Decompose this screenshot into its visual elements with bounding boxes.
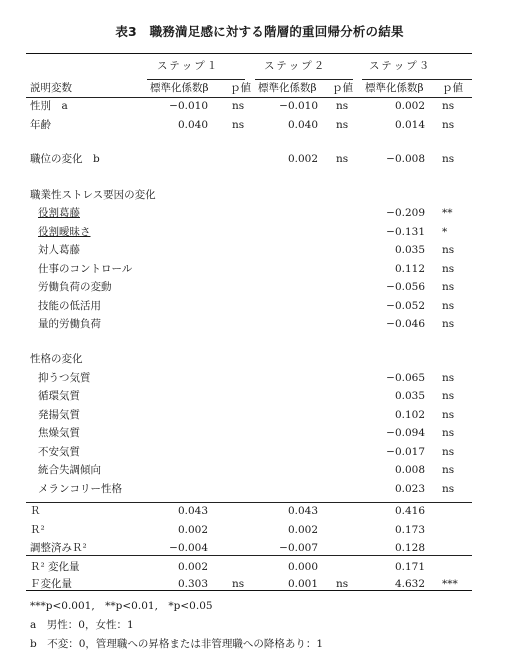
row-label: 職業性ストレス要因の変化	[30, 189, 156, 201]
beta-step-3: 0.102	[394, 409, 425, 421]
p-step-3: ns	[442, 153, 455, 165]
note-significance: ***p<0.001, **p<0.01, *p<0.05	[30, 600, 213, 612]
beta-step-3: −0.094	[386, 427, 425, 439]
beta-step-1: 0.002	[177, 561, 208, 573]
row-label: 量的労働負荷	[38, 318, 101, 330]
note-a: a 男性：0，女性：1	[30, 619, 134, 631]
row-label: 年齢	[30, 119, 51, 131]
row-label: 労働負荷の変動	[38, 281, 112, 293]
p-step-2: ns	[336, 100, 349, 112]
table-caption: 表3 職務満足感に対する階層的重回帰分析の結果	[115, 24, 404, 39]
row-label: 仕事のコントロール	[38, 263, 133, 275]
row-label: 性格の変化	[30, 353, 83, 365]
beta-step-3: 4.632	[394, 578, 425, 590]
beta-step-3: −0.008	[386, 153, 425, 165]
row-label: 統合失調傾向	[38, 464, 101, 476]
beta-step-3: 0.416	[394, 505, 425, 517]
beta-header-3: 標準化係数β	[365, 82, 424, 94]
beta-step-2: −0.010	[279, 100, 318, 112]
p-step-3: ns	[442, 263, 455, 275]
p-step-3: ns	[442, 318, 455, 330]
row-label: Ｆ変化量	[30, 578, 72, 590]
p-step-3: ns	[442, 464, 455, 476]
step-2-header: ステップ２	[264, 60, 327, 72]
p-step-2: ns	[336, 578, 349, 590]
beta-step-3: 0.035	[394, 390, 425, 402]
beta-step-1: 0.002	[177, 524, 208, 536]
p-step-2: ns	[336, 153, 349, 165]
p-step-3: ns	[442, 100, 455, 112]
p-header-3: ｐ値	[442, 82, 463, 94]
beta-step-3: 0.035	[394, 244, 425, 256]
beta-step-3: 0.023	[394, 483, 425, 495]
p-step-2: ns	[336, 119, 349, 131]
bottom-rule	[26, 590, 472, 591]
beta-step-2: 0.001	[287, 578, 318, 590]
beta-step-3: 0.173	[394, 524, 425, 536]
p-step-3: ns	[442, 244, 455, 256]
header-rule	[26, 97, 472, 98]
beta-header-1: 標準化係数β	[150, 82, 209, 94]
change-stats-rule	[26, 555, 472, 556]
p-step-3: ns	[442, 119, 455, 131]
step-3-rule	[362, 79, 472, 80]
beta-step-3: 0.014	[394, 119, 425, 131]
p-step-3: ns	[442, 409, 455, 421]
p-step-3: ns	[442, 281, 455, 293]
top-rule	[26, 53, 472, 54]
p-step-3: *	[442, 226, 448, 238]
beta-step-1: −0.010	[169, 100, 208, 112]
p-step-3: ***	[442, 578, 458, 590]
p-step-3: ns	[442, 427, 455, 439]
p-step-3: ns	[442, 483, 455, 495]
step-1-rule	[147, 79, 245, 80]
p-step-3: ns	[442, 390, 455, 402]
p-step-1: ns	[232, 578, 245, 590]
row-label: メランコリー性格	[38, 483, 122, 495]
row-label: 役割曖昧さ	[38, 226, 91, 238]
row-label: 抑うつ気質	[38, 372, 91, 384]
variables-header: 説明変数	[30, 82, 72, 94]
beta-step-3: 0.002	[394, 100, 425, 112]
row-label: 職位の変化 b	[30, 153, 100, 165]
beta-step-3: −0.131	[386, 226, 425, 238]
note-b: b 不変：0，管理職への昇格または非管理職への降格あり：1	[30, 638, 324, 650]
beta-step-3: 0.008	[394, 464, 425, 476]
beta-step-3: −0.209	[386, 207, 425, 219]
p-step-1: ns	[232, 100, 245, 112]
p-step-3: ns	[442, 372, 455, 384]
beta-step-3: 0.128	[394, 542, 425, 554]
row-label: 発揚気質	[38, 409, 80, 421]
row-label: Ｒ² 変化量	[30, 561, 80, 573]
beta-step-1: 0.303	[177, 578, 208, 590]
beta-step-1: 0.040	[177, 119, 208, 131]
beta-step-3: −0.017	[386, 446, 425, 458]
step-2-rule	[255, 79, 353, 80]
beta-step-3: 0.112	[394, 263, 425, 275]
p-step-1: ns	[232, 119, 245, 131]
p-header-1: ｐ値	[230, 82, 251, 94]
beta-header-2: 標準化係数β	[258, 82, 317, 94]
beta-step-1: 0.043	[177, 505, 208, 517]
fit-stats-rule	[26, 502, 472, 503]
row-label: 技能の低活用	[38, 300, 101, 312]
step-3-header: ステップ３	[369, 60, 432, 72]
row-label: 不安気質	[38, 446, 80, 458]
beta-step-2: 0.040	[287, 119, 318, 131]
beta-step-2: 0.002	[287, 153, 318, 165]
beta-step-3: −0.056	[386, 281, 425, 293]
beta-step-3: 0.171	[394, 561, 425, 573]
row-label: Ｒ	[30, 505, 41, 517]
row-label: 役割葛藤	[38, 207, 80, 219]
row-label: Ｒ²	[30, 524, 45, 536]
step-1-header: ステップ１	[157, 60, 220, 72]
p-step-3: ns	[442, 300, 455, 312]
beta-step-2: 0.043	[287, 505, 318, 517]
row-label: 調整済みＲ²	[30, 542, 87, 554]
beta-step-2: 0.002	[287, 524, 318, 536]
p-step-3: ns	[442, 446, 455, 458]
beta-step-2: 0.000	[287, 561, 318, 573]
beta-step-2: −0.007	[279, 542, 318, 554]
p-step-3: **	[442, 207, 453, 219]
row-label: 循環気質	[38, 390, 80, 402]
beta-step-3: −0.046	[386, 318, 425, 330]
p-header-2: ｐ値	[332, 82, 353, 94]
row-label: 対人葛藤	[38, 244, 80, 256]
row-label: 焦燥気質	[38, 427, 80, 439]
beta-step-1: −0.004	[169, 542, 208, 554]
beta-step-3: −0.052	[386, 300, 425, 312]
beta-step-3: −0.065	[386, 372, 425, 384]
row-label: 性別 a	[30, 100, 68, 112]
